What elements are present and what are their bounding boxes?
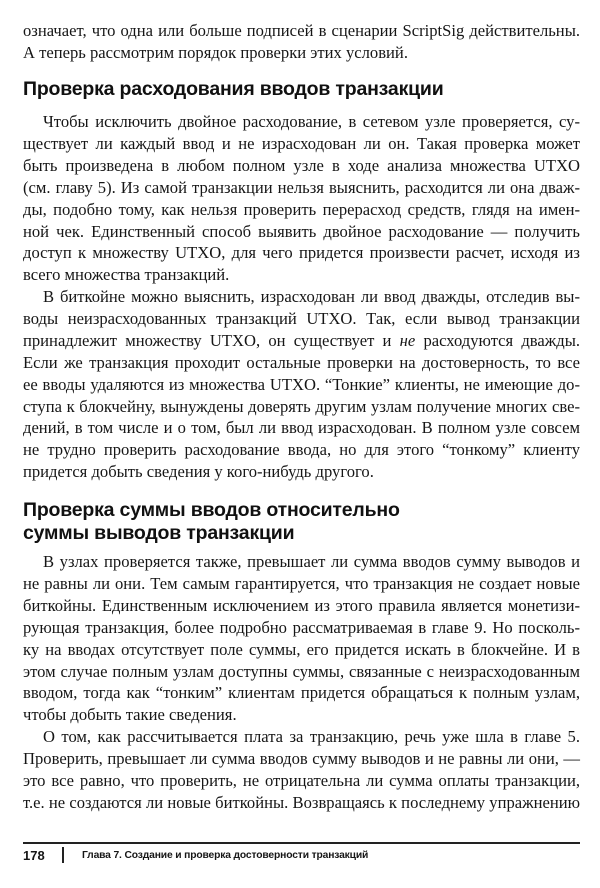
paragraph-line: В биткойне можно выяснить, израсходован ли ввод дважды, отследив вы- — [43, 287, 580, 306]
paragraph-line: В узлах проверяется также, превышает ли сумма вводов сумму выводов и — [43, 552, 580, 571]
section-heading: суммы выводов транзакции — [23, 522, 295, 544]
paragraph-line: доступ к множеству UTXO, для чего придется произвести расчет, исходя из — [23, 243, 580, 263]
paragraph-line: воды неизрасходованных транзакций UTXO. Так, если вывод транзакции — [23, 308, 580, 328]
paragraph-line: Если же транзакция проходит остальные проверки на достоверность, то все — [23, 352, 580, 372]
section-heading: Проверка суммы вводов относительно — [23, 499, 400, 521]
paragraph-line: не равны ли они. Тем самым гарантируется, что транзакция не создает новые — [23, 573, 580, 593]
paragraph-line: означает, что одна или больше подписей в сценарии ScriptSig действительны. — [23, 21, 580, 40]
running-title: Глава 7. Создание и проверка достоверности транзакций — [82, 850, 369, 861]
paragraph-line: О том, как рассчитывается плата за транзакцию, речь уже шла в главе 5. — [43, 727, 580, 746]
paragraph-line: это все равно, что проверить, не отрицательна ли сумма оплаты транзакции, — [23, 770, 580, 790]
paragraph-line: быть произведена в любом полном узле в ходе анализа множества UTXO — [23, 155, 580, 175]
section-heading: Проверка расходования вводов транзакции — [23, 78, 444, 100]
text-segment: расходуются дважды. — [415, 330, 580, 350]
paragraph-line: рующая транзакция, более подробно рассматриваемая в главе 9. Но посколь- — [23, 617, 580, 637]
paragraph-line: ществует ли каждый ввод и не израсходован ли он. Такая проверка может — [23, 133, 580, 153]
paragraph-line: ды, подобно тому, как нельзя проверить перерасход средств, глядя на имен- — [23, 199, 580, 219]
paragraph-line: ее вводы удаляются из множества UTXO. “Тонкие” клиенты, не имеющие до- — [23, 374, 580, 394]
paragraph-line — [23, 330, 580, 352]
paragraph-line: (см. главу 5). Из самой транзакции нельзя выяснить, расходится ли она дваж- — [23, 177, 580, 197]
paragraph-line: Чтобы исключить двойное расходование, в сетевом узле проверяется, су- — [43, 112, 580, 131]
paragraph-line: т.е. не создаются ли новые биткойны. Возвращаясь к последнему упражнению — [23, 792, 580, 812]
paragraph-line: Проверить, превышает ли сумма вводов сумму выводов и не равны ли они, — — [23, 748, 580, 768]
page-number: 178 — [23, 848, 45, 863]
paragraph-line: вводом, тогда как “тонким” клиентам придется обращаться к полным узлам, — [23, 683, 580, 703]
paragraph-line: ступа к блокчейну, вынуждены доверять другим узлам получение многих све- — [23, 396, 580, 416]
paragraph-line: дений, в том числе и о том, был ли ввод израсходован. В полном узле совсем — [23, 418, 580, 438]
paragraph-line: биткойны. Единственным исключением из этого правила является монетизи- — [23, 595, 580, 615]
paragraph-line: А теперь рассмотрим порядок проверки этих условий. — [23, 42, 408, 62]
emphasis-text: не — [399, 330, 416, 350]
paragraph-line: не трудно проверить расходование ввода, но для этого “тонкому” клиенту — [23, 440, 580, 460]
paragraph-line: ной чек. Единственный способ выявить двойное расходование — получить — [23, 221, 580, 241]
text-segment: принадлежит множеству UTXO, он существует и — [23, 330, 400, 350]
paragraph-line: ку на вводах отсутствует поле суммы, его придется искать в блокчейне. И в — [23, 639, 580, 659]
paragraph-line: этом случае полным узлам доступны суммы, связанные с неизрасходованным — [23, 661, 580, 681]
paragraph-line: всего множества транзакций. — [23, 265, 230, 285]
paragraph-line: чтобы добыть такие сведения. — [23, 705, 237, 725]
paragraph-line: придется добыть сведения у кого-нибудь другого. — [23, 462, 374, 482]
footer-divider — [62, 847, 64, 863]
footer-rule — [23, 842, 580, 844]
